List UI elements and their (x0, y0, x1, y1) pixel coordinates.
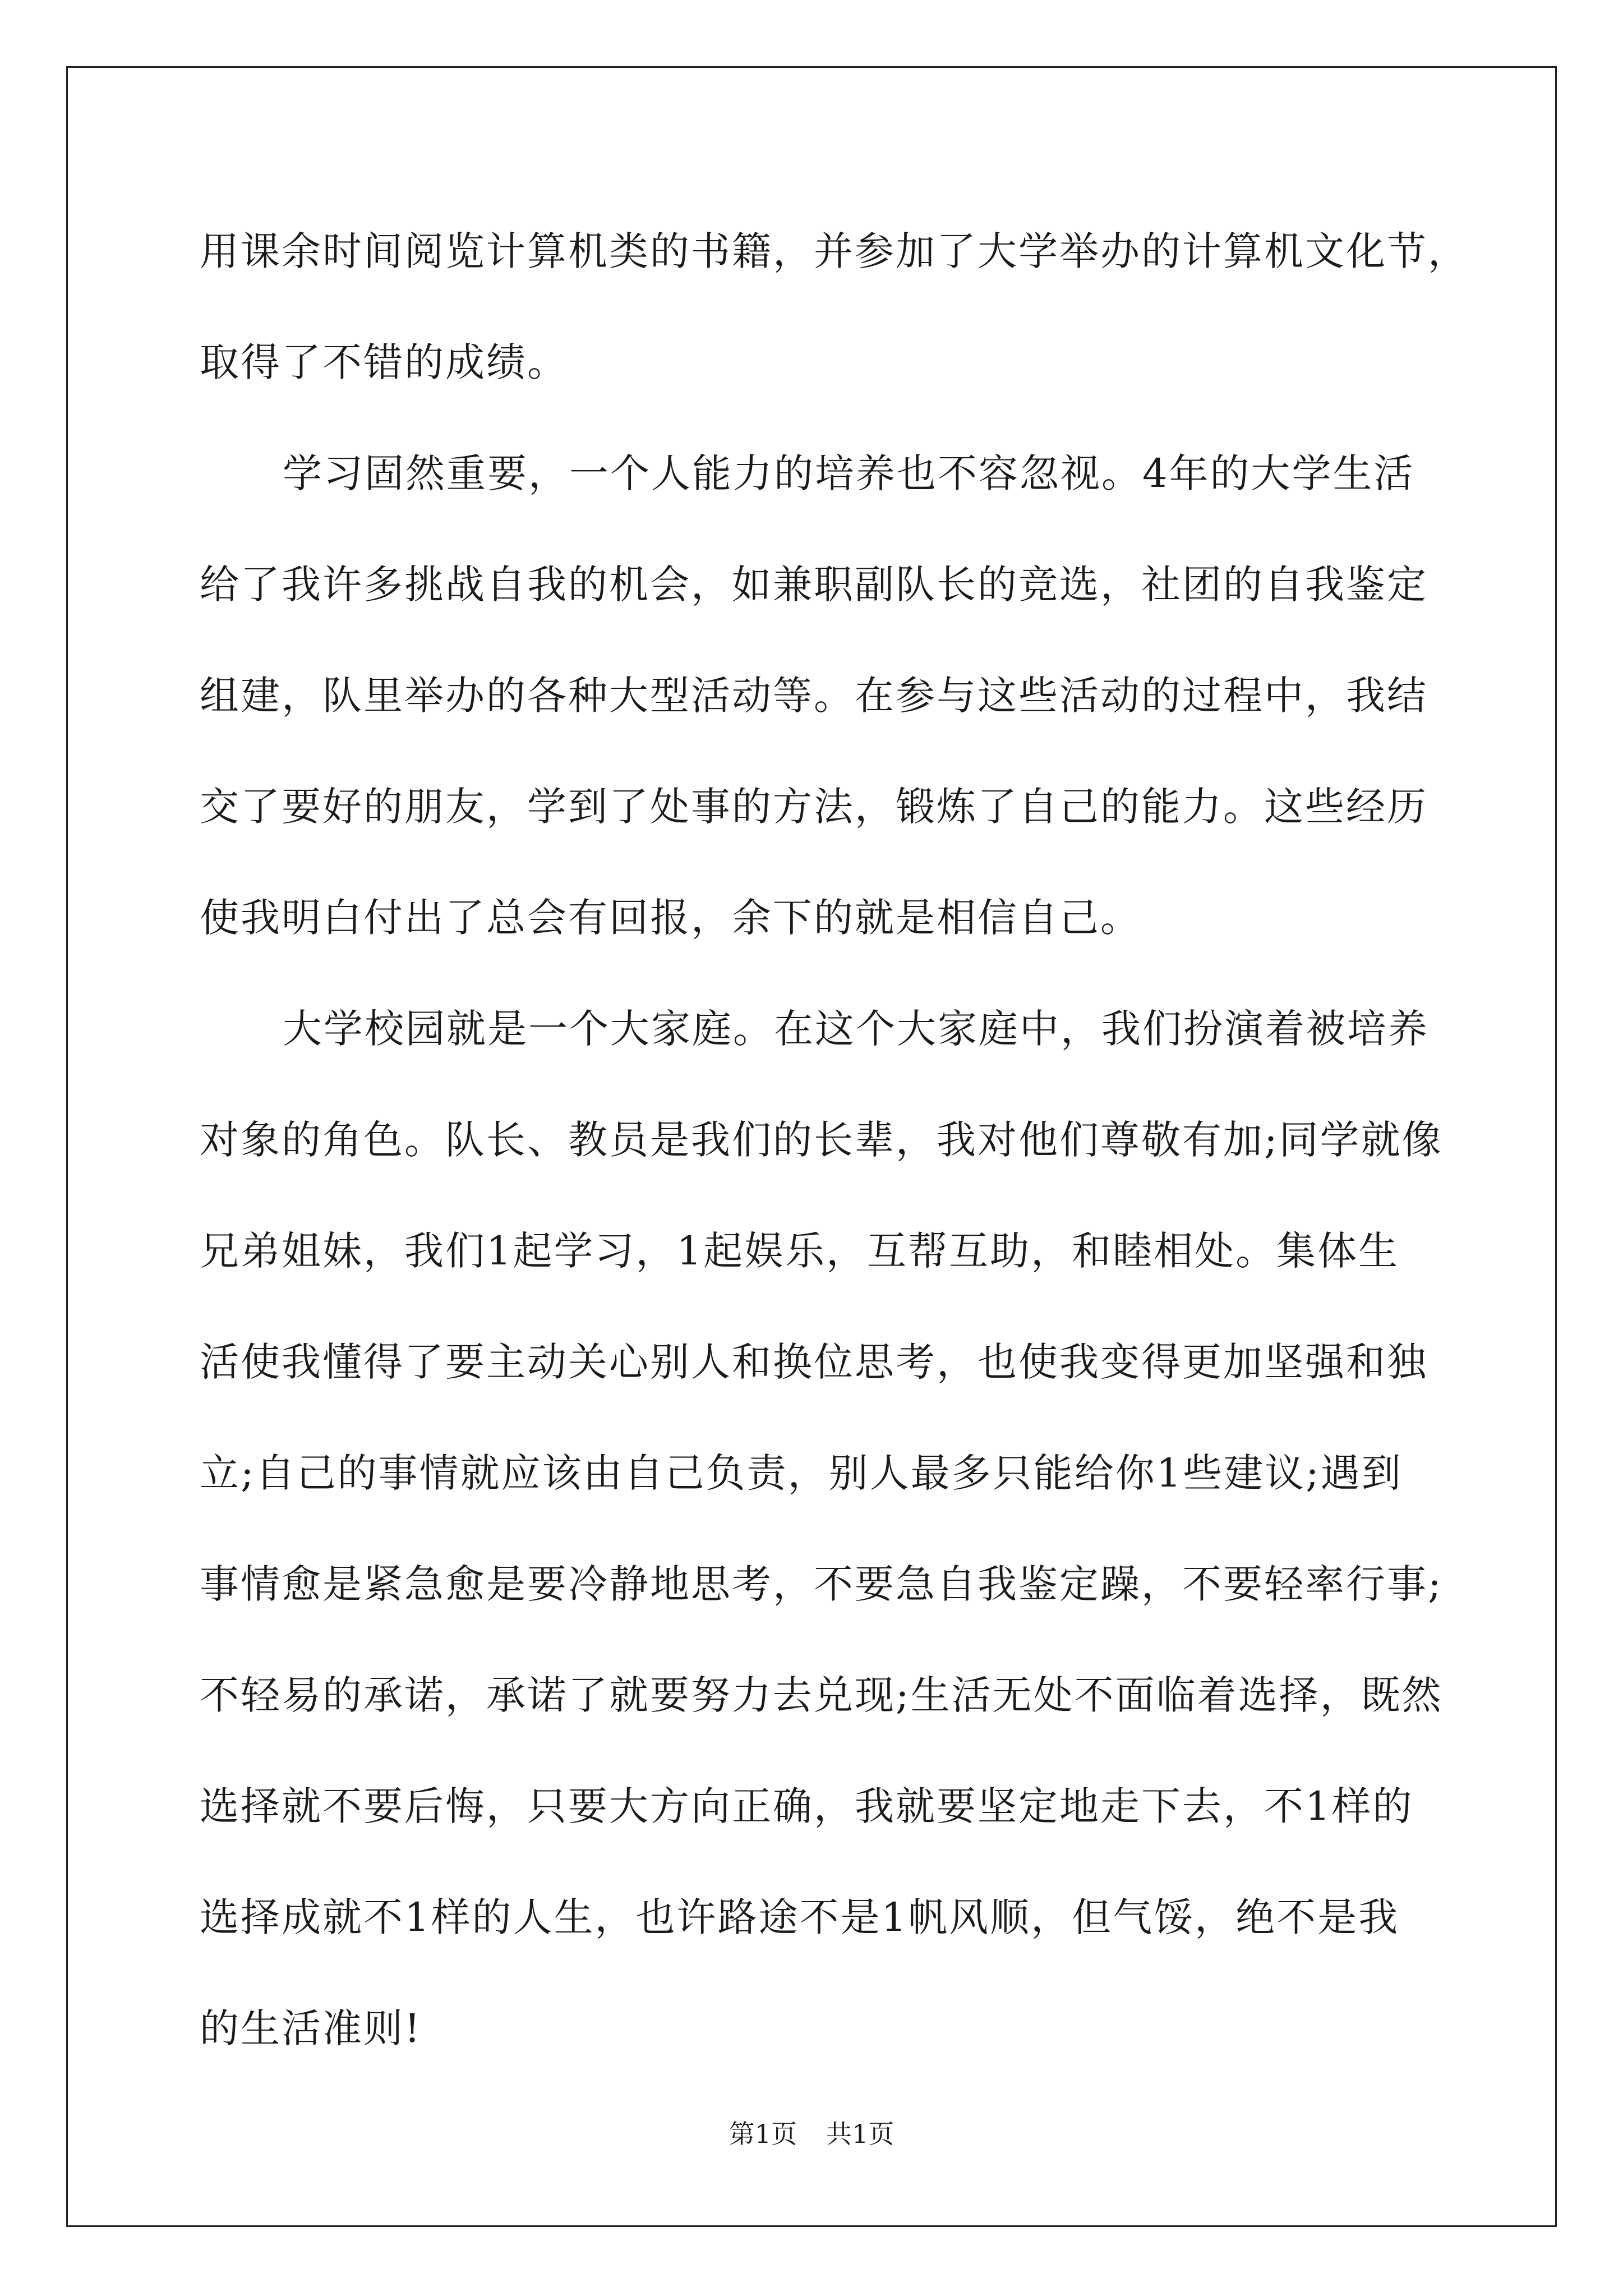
paragraph-start-line: 大学校园就是一个大家庭。在这个大家庭中，我们扮演着被培养 (283, 1006, 1429, 1052)
page-footer (0, 2114, 1623, 2151)
text-line: 立;自己的事情就应该由自己负责，别人最多只能给你1些建议;遇到 (200, 1450, 1403, 1496)
text-line: 不轻易的承诺，承诺了就要努力去兑现;生活无处不面临着选择，既然 (200, 1672, 1443, 1718)
text-line: 对象的角色。队长、教员是我们的长辈，我对他们尊敬有加;同学就像 (200, 1117, 1443, 1163)
paragraph-start-line: 学习固然重要，一个人能力的培养也不容忽视。4年的大学生活 (283, 450, 1415, 496)
total-pages: 共1页 (826, 2119, 895, 2149)
text-line: 组建，队里举办的各种大型活动等。在参与这些活动的过程中，我结 (200, 673, 1428, 719)
text-line: 兄弟姐妹，我们1起学习，1起娱乐，互帮互助，和睦相处。集体生 (200, 1228, 1400, 1274)
text-line: 交了要好的朋友，学到了处事的方法，锻炼了自己的能力。这些经历 (200, 784, 1428, 830)
text-line: 的生活准则! (200, 2005, 422, 2051)
text-line: 选择成就不1样的人生，也许路途不是1帆风顺，但气馁，绝不是我 (200, 1894, 1400, 1940)
text-line: 活使我懂得了要主动关心别人和换位思考，也使我变得更加坚强和独 (200, 1339, 1428, 1385)
text-line: 使我明白付出了总会有回报，余下的就是相信自己。 (200, 895, 1141, 941)
text-line: 用课余时间阅览计算机类的书籍，并参加了大学举办的计算机文化节， (200, 228, 1469, 274)
text-line: 给了我许多挑战自我的机会，如兼职副队长的竞选，社团的自我鉴定 (200, 562, 1428, 608)
page-number: 第1页 (728, 2119, 797, 2149)
document-body (200, 212, 1469, 2100)
text-line: 事情愈是紧急愈是要冷静地思考，不要急自我鉴定躁，不要轻率行事; (200, 1561, 1443, 1607)
text-line: 取得了不错的成绩。 (200, 339, 568, 385)
text-line: 选择就不要后悔，只要大方向正确，我就要坚定地走下去，不1样的 (200, 1783, 1414, 1829)
